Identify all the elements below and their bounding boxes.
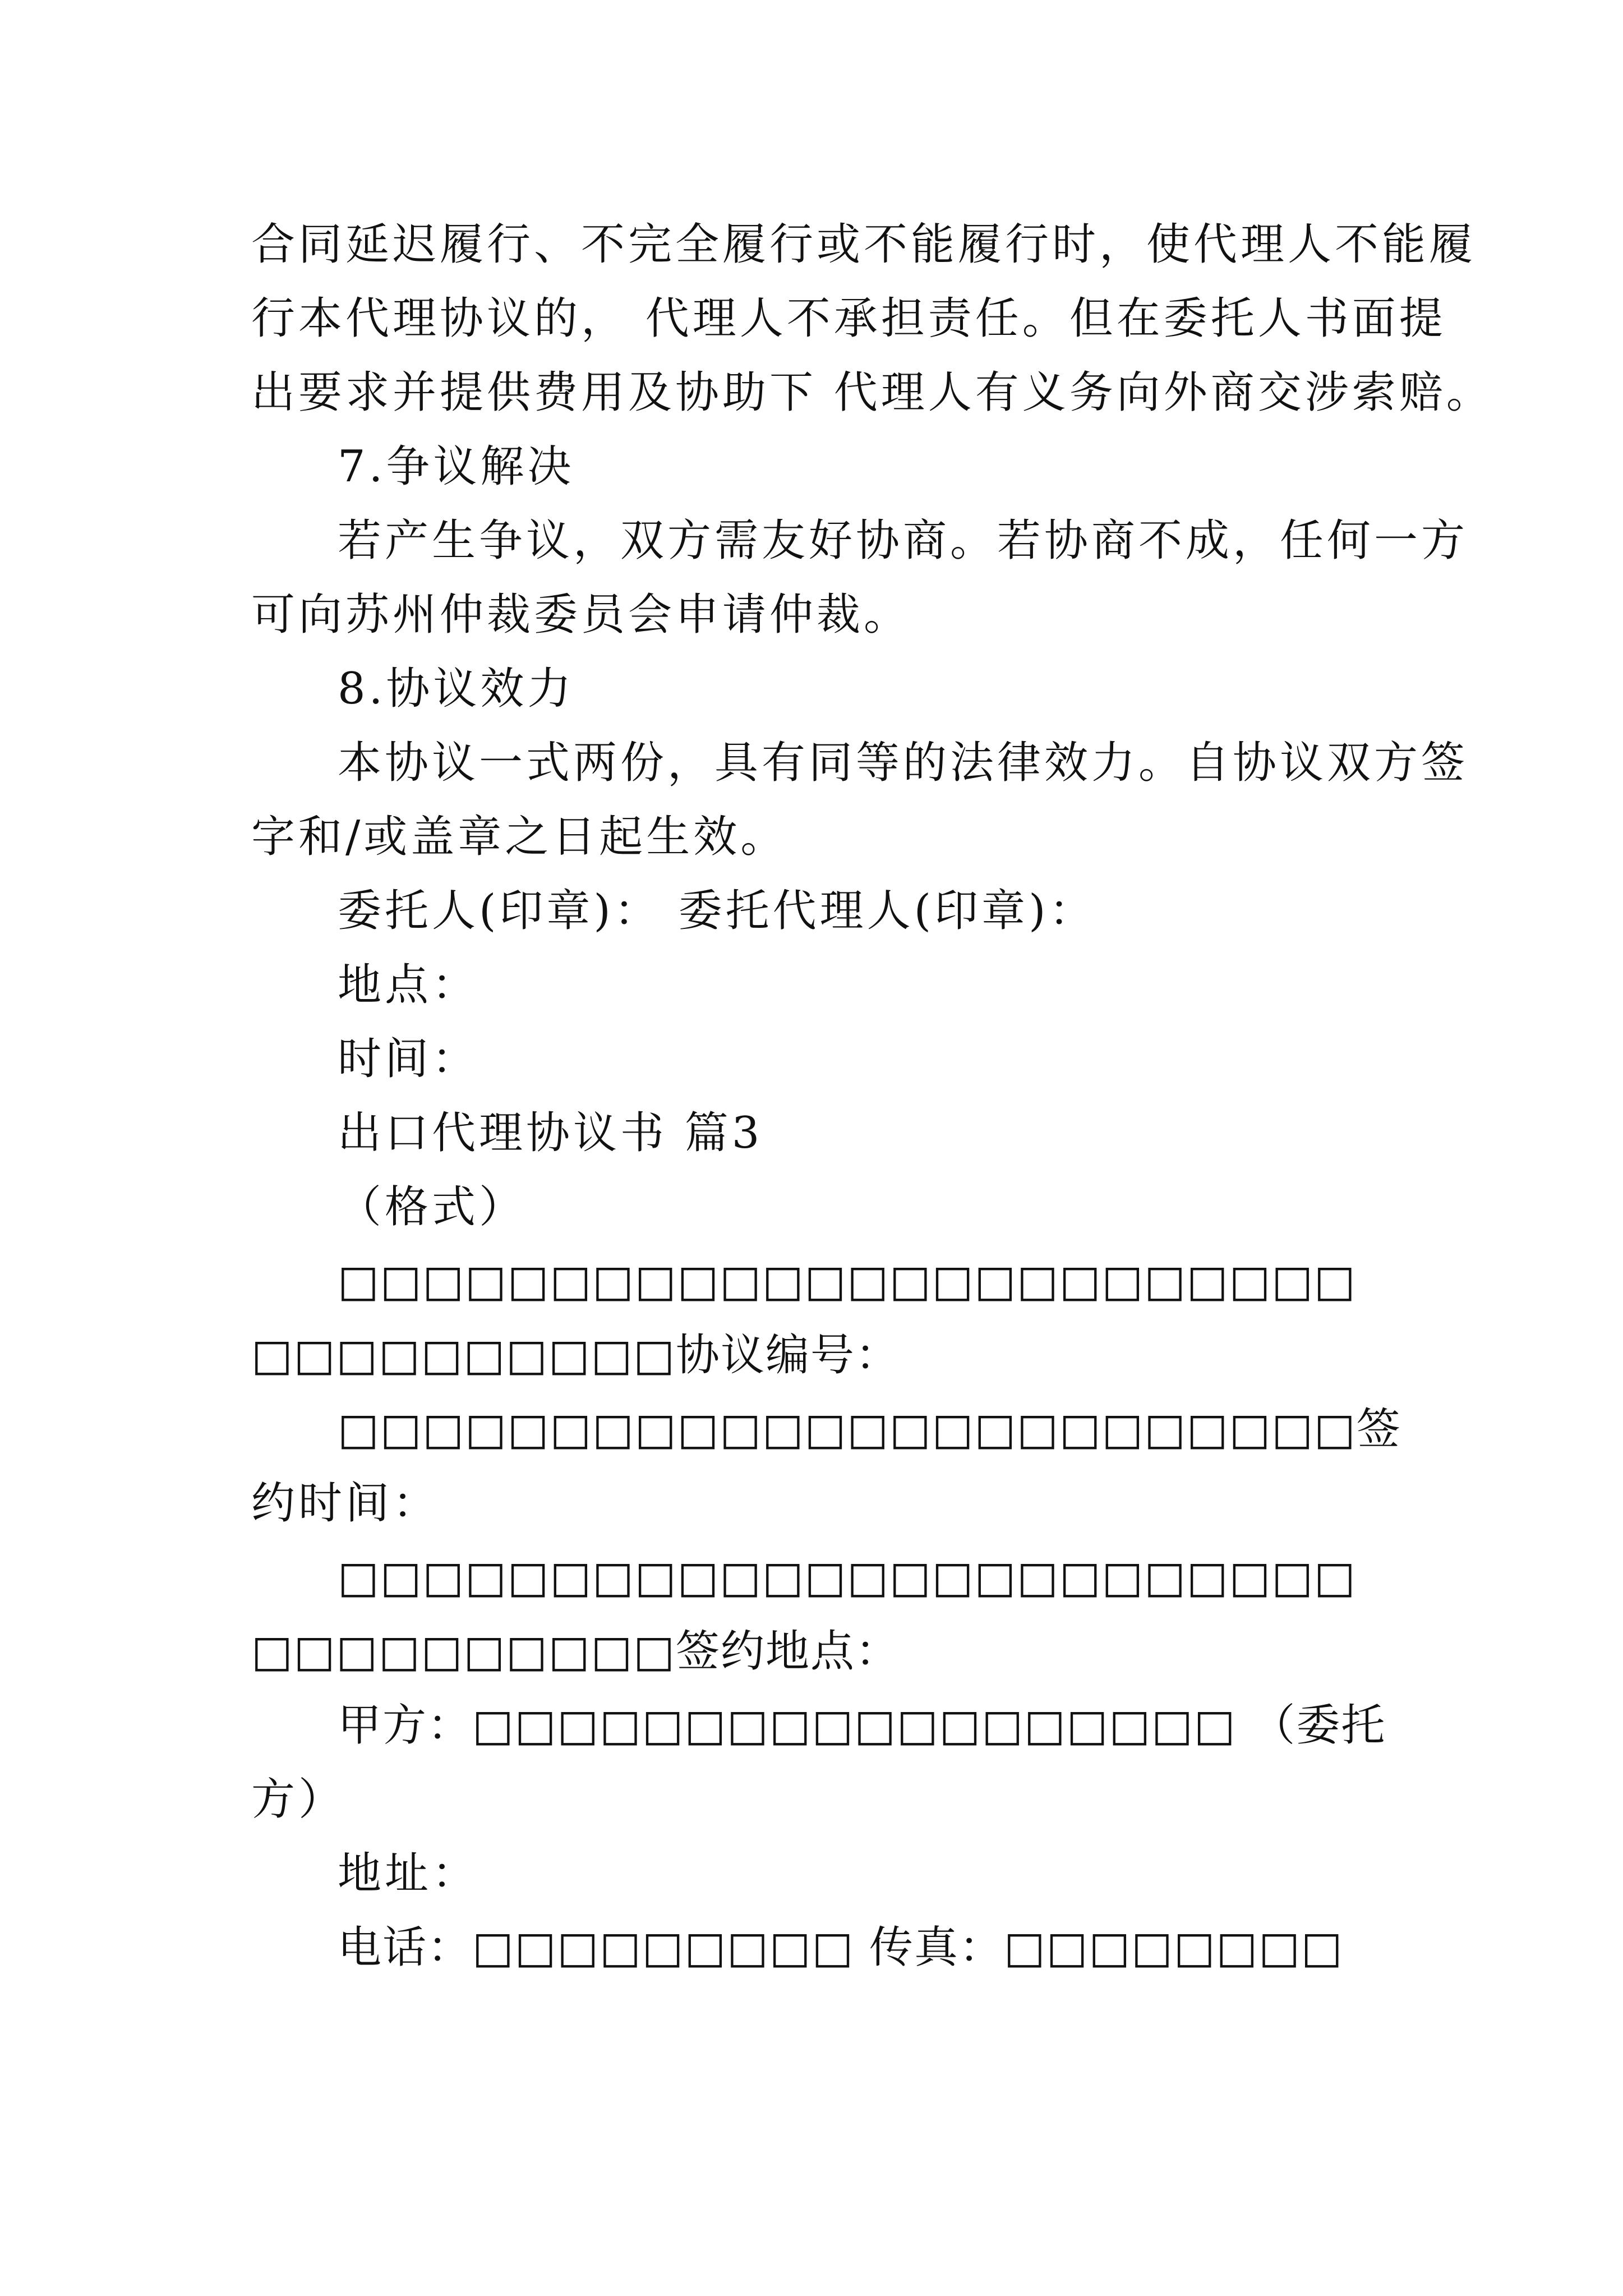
format-label: （格式）	[338, 1182, 527, 1232]
party-a-role: 方）	[251, 1774, 346, 1825]
placeholder-boxes-line: □□□□□□□□□□□□□□□□□□□□□□□□	[338, 1256, 1357, 1306]
body-text-line: 若产生争议，双方需友好协商。若协商不成，任何一方	[338, 516, 1469, 566]
body-text-line: 合同延迟履行、不完全履行或不能履行时，使代理人不能履	[251, 219, 1477, 270]
signature-line: 委托人(印章)： 委托代理人(印章)：	[338, 886, 1096, 936]
section-heading: 8.协议效力	[338, 664, 575, 714]
section-heading: 7.争议解决	[338, 441, 575, 492]
body-text-line: 行本代理协议的， 代理人不承担责任。但在委托人书面提	[251, 293, 1446, 344]
placeholder-boxes-line: □□□□□□□□□□□□□□□□□□□□□□□□	[338, 1552, 1357, 1603]
placeholder-boxes-line: □□□□□□□□□□□□□□□□□□□□□□□□签	[338, 1404, 1401, 1455]
agreement-number-line: □□□□□□□□□□协议编号：	[251, 1330, 900, 1381]
document-title: 出口代理协议书 篇3	[338, 1108, 763, 1158]
address-label: 地址：	[338, 1848, 479, 1899]
body-text-line: 出要求并提供费用及协助下 代理人有义务向外商交涉索赔。	[251, 367, 1493, 418]
party-a-line: 甲方：□□□□□□□□□□□□□□□□□□ （委托	[338, 1700, 1386, 1751]
phone-fax-line: 电话：□□□□□□□□□ 传真：□□□□□□□□	[338, 1922, 1344, 1973]
body-text-line: 本协议一式两份，具有同等的法律效力。自协议双方签	[338, 738, 1469, 788]
signing-time-label: 约时间：	[251, 1478, 440, 1529]
signing-place-line: □□□□□□□□□□签约地点：	[251, 1626, 900, 1677]
body-text-line: 字和/或盖章之日起生效。	[251, 812, 788, 862]
location-label: 地点：	[338, 960, 479, 1010]
body-text-line: 可向苏州仲裁委员会申请仲裁。	[251, 590, 911, 640]
time-label: 时间：	[338, 1034, 479, 1084]
